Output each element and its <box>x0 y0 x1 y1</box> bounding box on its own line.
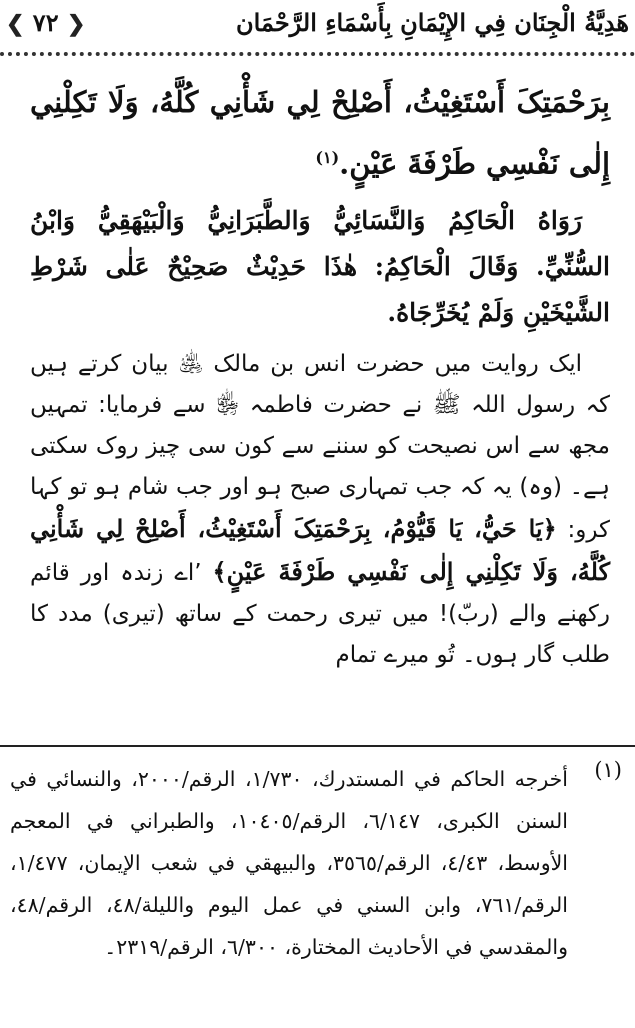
page-header <box>0 6 635 46</box>
footnote-divider <box>0 745 635 747</box>
page-number <box>6 8 85 37</box>
footnote-marker: (١) <box>594 758 622 782</box>
narration-paragraph: رَوَاهُ الْحَاكِمُ وَالنَّسَائِيُّ وَالطَّبَرَانِيُّ وَالْبَيْهَقِيُّ وَابْنُ السُّنِّيِّ. وَقَالَ الْحَاكِمُ: هٰذَا حَدِيْثٌ صَحِيْحٌ عَلٰى شَرْطِ الشَّيْخَيْنِ وَلَمْ يُخَرِّجَاهُ. <box>30 205 610 327</box>
ornament-left-icon: ❮ <box>6 11 25 37</box>
running-title: هَدِيَّةُ الْجِنَان فِي الإِيْمَانِ بِأَسْمَاءِ الرَّحْمَان <box>236 8 629 37</box>
arabic-dua-paragraph <box>30 74 610 192</box>
main-text <box>30 74 610 676</box>
urdu-intro-text: ایک روایت میں حضرت انس بن مالک ﵁ بیان کرتے ہیں کہ رسول اللہ ﷺ نے حضرت فاطمہ ﵂ سے فرمایا: تمہیں مجھ سے اس نصیحت کو سننے سے کون سی چیز روک سکتی ہے۔ (وہ) یہ کہ جب تمہاری صبح ہو اور جب شام ہو تو کہا کرو: <box>30 350 611 543</box>
ornament-right-icon: ❯ <box>66 11 86 37</box>
footnotes-section <box>10 758 622 968</box>
footnote-reference[interactable]: (١) <box>315 148 340 167</box>
urdu-paragraph <box>30 344 610 676</box>
header-divider <box>0 52 635 56</box>
urdu-dua-text: ﴿يَا حَيُّ، يَا قَيُّوْمُ، بِرَحْمَتِکَ أَسْتَغِيْثُ، أَصْلِحْ لِي شَأْنِي كُلَّهُ، وَلَا تَكِلْنِي إِلٰى نَفْسِي طَرْفَةَ عَيْنٍ﴾ <box>30 513 610 586</box>
footnote-text: أخرجه الحاكم في المستدرك، ١/٧٣٠، الرقم/٢٠٠٠، والنسائي في السنن الكبرى، ٦/١٤٧، الرقم/١٠٤٠٥، والطبراني في المعجم الأوسط، ٤/٤٣، الرقم/٣٥٦٥، والبيهقي في شعب الإيمان، ١/٤٧٧، الرقم/٧٦١، وابن السني في عمل اليوم والليلة/٤٨، الرقم/٤٨، والمقدسي في الأحاديث المختارة، ٦/٣٠٠، الرقم/٢٣١٩۔ <box>10 767 569 959</box>
urdu-translation-text: ’اے زندہ اور قائم رکھنے والے (ربّ)! میں تیری رحمت کے ساتھ (تیری) مدد کا طلب گار ہوں۔ تُو میرے تمام <box>30 559 610 668</box>
arabic-dua-text: بِرَحْمَتِکَ أَسْتَغِيْثُ، أَصْلِحْ لِي شَأْنِي كُلَّهُ، وَلَا تَكِلْنِي إِلٰى نَفْسِي طَرْفَةَ عَيْنٍ. <box>30 85 610 181</box>
page-number-value: ٧٢ <box>32 8 59 37</box>
